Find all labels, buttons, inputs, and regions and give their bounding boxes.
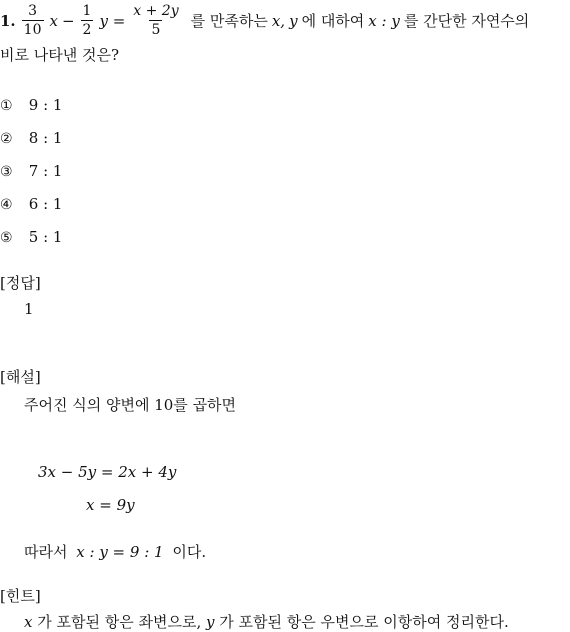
fraction-denominator: 5	[151, 22, 161, 38]
question-line-2: 비로 나타낸 것은?	[0, 46, 120, 64]
choice-value: 9 : 1	[28, 96, 63, 114]
math-minus: −	[61, 11, 75, 30]
conclusion-prefix: 따라서	[24, 543, 68, 561]
hint-var-x: x	[24, 613, 33, 631]
fraction-numerator: x + 2y	[133, 3, 179, 19]
choice-3[interactable]	[0, 162, 62, 180]
math-y-equals: y =	[99, 11, 126, 30]
explanation-label: [해설]	[0, 368, 41, 386]
choice-1[interactable]	[0, 96, 62, 114]
equation-1: 3x − 5y = 2x + 4y	[38, 463, 177, 481]
fraction-x2y-5	[131, 4, 180, 37]
fraction-denominator: 10	[23, 22, 42, 38]
hint-part-2: 가 포함된 항은 우변으로 이항하여 정리한다.	[219, 613, 509, 631]
answer-value: 1	[24, 300, 34, 318]
math-x: x	[49, 11, 58, 30]
choice-value: 5 : 1	[28, 228, 63, 246]
circled-2-icon: ②	[0, 131, 13, 147]
fraction-numerator: 3	[28, 3, 38, 19]
answer-label: [정답]	[0, 274, 41, 292]
fraction-denominator: 2	[82, 22, 92, 38]
conclusion-math: x : y = 9 : 1	[76, 543, 164, 561]
circled-3-icon: ③	[0, 164, 13, 180]
hint-part-1: 가 포함된 항은 좌변으로,	[37, 613, 202, 631]
question-number: 1.	[0, 11, 16, 30]
math-x-comma: x,	[271, 11, 286, 30]
math-ratio: x : y	[368, 11, 400, 30]
fraction-1-2	[81, 4, 94, 37]
choice-5[interactable]	[0, 228, 62, 246]
question-text-1: 를 만족하는	[190, 12, 268, 30]
circled-1-icon: ①	[0, 98, 13, 114]
hint-label: [힌트]	[0, 587, 41, 605]
hint-text	[24, 611, 509, 632]
choice-value: 6 : 1	[28, 195, 63, 213]
choice-value: 8 : 1	[28, 129, 63, 147]
hint-var-y: y	[206, 613, 215, 631]
choice-4[interactable]	[0, 195, 62, 213]
explanation-conclusion	[24, 541, 206, 562]
question-line-1	[0, 4, 529, 37]
conclusion-suffix: 이다.	[172, 543, 207, 561]
circled-4-icon: ④	[0, 197, 13, 213]
choice-value: 7 : 1	[28, 162, 63, 180]
fraction-3-10	[22, 4, 44, 37]
choice-2[interactable]	[0, 129, 62, 147]
question-text-3: 를 간단한 자연수의	[403, 12, 530, 30]
fraction-numerator: 1	[82, 3, 92, 19]
question-text-2: 에 대하여	[301, 12, 365, 30]
circled-5-icon: ⑤	[0, 230, 13, 246]
explanation-intro: 주어진 식의 양변에 10를 곱하면	[24, 396, 237, 414]
math-y: y	[289, 11, 298, 30]
equation-2: x = 9y	[86, 496, 135, 514]
